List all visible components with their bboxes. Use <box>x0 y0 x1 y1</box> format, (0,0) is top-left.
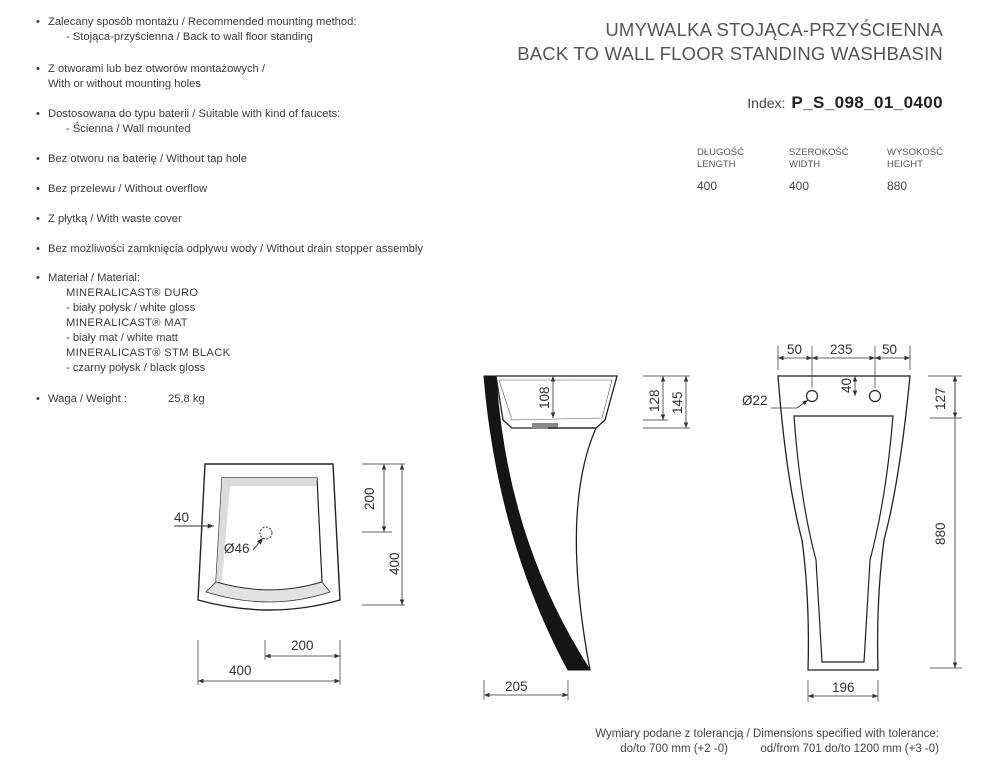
index-label: Index: <box>747 95 786 111</box>
dim-label-235: 235 <box>830 342 853 357</box>
tolerance-note <box>595 727 939 757</box>
bullet: • <box>36 243 40 255</box>
spec-holes-line2: With or without mounting holes <box>48 78 201 90</box>
bullet: • <box>36 213 40 225</box>
spec-waste-cover-text: Z płytką / With waste cover <box>48 213 182 225</box>
dim-label-108: 108 <box>537 386 552 409</box>
dim-label-50-right: 50 <box>882 342 898 357</box>
bullet: • <box>36 272 40 284</box>
spec-overflow-text: Bez przelewu / Without overflow <box>48 183 208 195</box>
dim-label-400-horizontal: 400 <box>229 663 252 678</box>
dim-label-40: 40 <box>839 377 854 393</box>
dim-label-200-vertical: 200 <box>362 487 377 510</box>
front-outline <box>778 376 910 670</box>
dim-label-196: 196 <box>832 680 855 695</box>
basin-front-rim <box>206 582 330 602</box>
dim-label-dia46: Ø46 <box>224 541 250 556</box>
dim-label-50-left: 50 <box>787 342 803 357</box>
spec-drain-text: Bez możliwości zamknięcia odpływu wody / Without drain stopper assembly <box>48 243 423 255</box>
drain-circle <box>260 527 272 539</box>
dim-label-880: 880 <box>933 522 948 545</box>
basin-rim-shadow <box>216 478 317 582</box>
spec-faucet-value: - Ścienna / Wall mounted <box>66 123 191 135</box>
dim-label-200-horizontal: 200 <box>291 638 314 653</box>
spec-mounting-value: - Stojąca-przyścienna / Back to wall floor standing <box>66 31 313 43</box>
dimension-label-pl: WYSOKOŚĆ <box>887 147 943 158</box>
material-name: MINERALICAST® MAT <box>66 317 188 329</box>
dim-label-127: 127 <box>933 387 948 410</box>
dimension-value: 400 <box>789 179 810 193</box>
spec-holes-line1: Z otworami lub bez otworów montażowych / <box>48 63 265 75</box>
front-view-drawing <box>742 342 962 702</box>
title-line-pl: UMYWALKA STOJĄCA-PRZYŚCIENNA <box>605 19 943 40</box>
tolerance-line2 <box>595 742 939 757</box>
dimension-value: 880 <box>887 179 908 193</box>
dimension-label-pl: SZEROKOŚĆ <box>789 147 849 158</box>
spec-tap-hole-text: Bez otworu na baterię / Without tap hole <box>48 153 248 165</box>
material-name: MINERALICAST® DURO <box>66 287 199 299</box>
material-name: MINERALICAST® STM BLACK <box>66 347 231 359</box>
spec-weight-label: Waga / Weight : <box>48 393 127 405</box>
title-line-en: BACK TO WALL FLOOR STANDING WASHBASIN <box>517 43 943 64</box>
spec-mounting-label: Zalecany sposób montażu / Recommended mounting method: <box>48 16 357 28</box>
tolerance-line1: Wymiary podane z tolerancją / Dimensions specified with tolerance: <box>595 728 939 740</box>
leader-line <box>253 538 263 550</box>
tolerance-range-1: do/to 700 mm (+2 -0) <box>620 743 728 755</box>
dim-label-400-vertical: 400 <box>387 552 402 575</box>
bullet: • <box>36 108 40 120</box>
index-value: P_S_098_01_0400 <box>791 93 943 112</box>
bullet: • <box>36 183 40 195</box>
spec-material-label: Materiał / Material: <box>48 272 141 284</box>
material-finish: - biały mat / white matt <box>66 332 178 344</box>
material-finish: - biały połysk / white gloss <box>66 302 196 314</box>
dim-label-145: 145 <box>670 391 685 414</box>
bullet: • <box>36 393 40 405</box>
spec-faucet-label: Dostosowana do typu baterii / Suitable with kind of faucets: <box>48 108 341 120</box>
dimension-label-pl: DŁUGOŚĆ <box>697 147 744 158</box>
bullet: • <box>36 153 40 165</box>
tolerance-range-2: od/from 701 do/to 1200 mm (+3 -0) <box>760 743 939 755</box>
dim-label-205: 205 <box>505 679 528 694</box>
dimension-label-en: WIDTH <box>789 159 821 170</box>
dimension-label-en: LENGTH <box>697 159 736 170</box>
dim-label-40: 40 <box>174 510 190 525</box>
dim-label-dia22: Ø22 <box>742 393 768 408</box>
bullet: • <box>36 63 40 75</box>
dimension-label-en: HEIGHT <box>887 159 923 170</box>
dimension-value: 400 <box>697 179 718 193</box>
bullet: • <box>36 16 40 28</box>
basin-outline-inner <box>216 478 322 590</box>
side-view-drawing <box>484 376 690 700</box>
dim-label-128: 128 <box>647 389 662 412</box>
side-back-edge <box>484 376 590 670</box>
top-view-drawing <box>174 464 405 685</box>
side-bowl-inner <box>499 380 612 420</box>
material-finish: - czarny połysk / black gloss <box>66 362 206 374</box>
mounting-hole-left <box>807 391 818 402</box>
leader-line <box>797 400 808 408</box>
mounting-hole-right <box>870 391 881 402</box>
spec-weight-value: 25,8 kg <box>168 393 205 405</box>
